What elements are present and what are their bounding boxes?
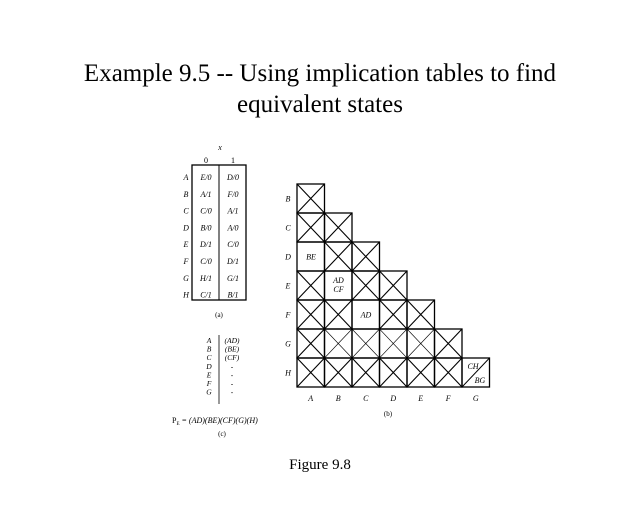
class-row-state: C [206,353,212,363]
implication-col-label: D [390,394,397,403]
class-row-state: A [206,336,212,345]
state-row-label: A [183,173,189,182]
next-state-x0: E/0 [200,173,212,182]
implication-cell [352,358,380,387]
class-row-value: - [230,361,234,371]
implication-cell [407,300,435,329]
next-state-x0: C/0 [200,206,212,216]
next-state-x0: H/1 [200,273,212,283]
next-state-x1: D/0 [227,173,239,182]
implication-cell [435,358,463,387]
next-state-x0: C/1 [200,290,212,300]
implication-cell [352,329,380,358]
class-row-state: E [206,370,212,380]
class-row-value: - [230,379,234,388]
implication-notes [306,253,485,386]
implication-cells [297,184,490,387]
column-header-0: 0 [204,156,208,165]
implication-cell [407,358,435,387]
next-state-x0: A/1 [200,189,212,199]
equivalence-classes-c [172,335,258,438]
implication-note: BG [474,376,486,385]
implication-cell [352,242,380,271]
implication-col-label: F [445,394,451,403]
next-state-x1: G/1 [227,273,239,283]
table-c-label: (c) [218,430,226,438]
implication-row-label: D [285,252,291,262]
implication-cell [297,300,325,329]
implication-cell [297,184,325,213]
implication-cell [380,271,408,300]
table-b-label: (b) [383,410,393,418]
implication-row-label: G [285,339,291,349]
next-state-x1: B/1 [227,290,239,300]
implication-cell [297,329,325,358]
title-line-1: Example 9.5 -- Using implication tables to find [83,60,557,87]
implication-note: CF [333,285,344,294]
state-row-label: E [183,240,189,250]
class-row-value: (BE) [224,344,240,354]
next-state-x1: C/0 [227,240,239,250]
implication-note: BE [306,252,316,262]
next-state-x1: F/0 [227,189,239,199]
class-row-value: - [230,370,234,380]
implication-row-label: F [285,310,291,320]
next-state-x1: A/1 [227,206,239,216]
title-line-2: equivalent states [237,91,403,118]
implication-cell [325,213,353,242]
next-state-x0: C/0 [200,257,212,266]
implication-cell [380,329,408,358]
implication-col-label: A [308,394,314,403]
next-state-x1: D/1 [227,257,239,266]
state-row-label: D [183,223,189,233]
class-row-value: - [230,387,234,397]
input-x-label: x [218,143,222,152]
implication-note: AD [333,276,344,285]
state-row-label: F [183,257,189,266]
implication-cell [297,213,325,242]
implication-col-label: C [363,394,369,403]
class-row-value: (AD) [224,336,240,345]
class-row-value: (CF) [224,353,240,363]
state-table-rows [182,173,239,300]
implication-cell [325,242,353,271]
implication-cell [435,329,463,358]
figure-caption: Figure 9.8 [289,457,351,473]
implication-cell [325,300,353,329]
column-header-1: 1 [231,156,235,165]
next-state-x1: A/0 [227,223,239,233]
state-row-label: H [183,290,189,300]
class-row-state: B [206,344,212,354]
implication-cell [352,271,380,300]
implication-cell [297,358,325,387]
implication-row-label: H [285,368,291,378]
class-row-state: G [206,387,212,397]
implication-row-label: B [285,194,291,204]
class-row-state: D [206,361,212,371]
implication-cell [380,358,408,387]
state-row-label: C [183,206,189,216]
state-row-label: B [183,189,189,199]
implication-table-b [284,184,489,418]
implication-row-labels [284,195,292,378]
implication-cell [325,358,353,387]
implication-col-label: B [335,394,341,403]
table-a-label: (a) [215,311,223,319]
implication-col-labels [307,394,479,403]
next-state-x0: D/1 [200,240,212,250]
class-row-state: F [206,379,212,388]
next-state-x0: B/0 [200,223,212,233]
implication-row-label: C [285,223,291,233]
state-table-a [182,143,246,319]
implication-col-label: G [472,394,479,403]
implication-col-label: E [418,394,424,403]
implication-row-label: E [285,281,291,291]
partition-equation: $P_E = (AD)(BE)(CF)(G)(H)$ [172,416,258,427]
implication-cell [380,300,408,329]
implication-cell [297,271,325,300]
implication-cell [407,329,435,358]
implication-note: AD [360,310,372,320]
classes-rows [205,336,240,397]
implication-cell [325,329,353,358]
implication-note: CH [467,362,479,371]
state-row-label: G [183,273,189,283]
